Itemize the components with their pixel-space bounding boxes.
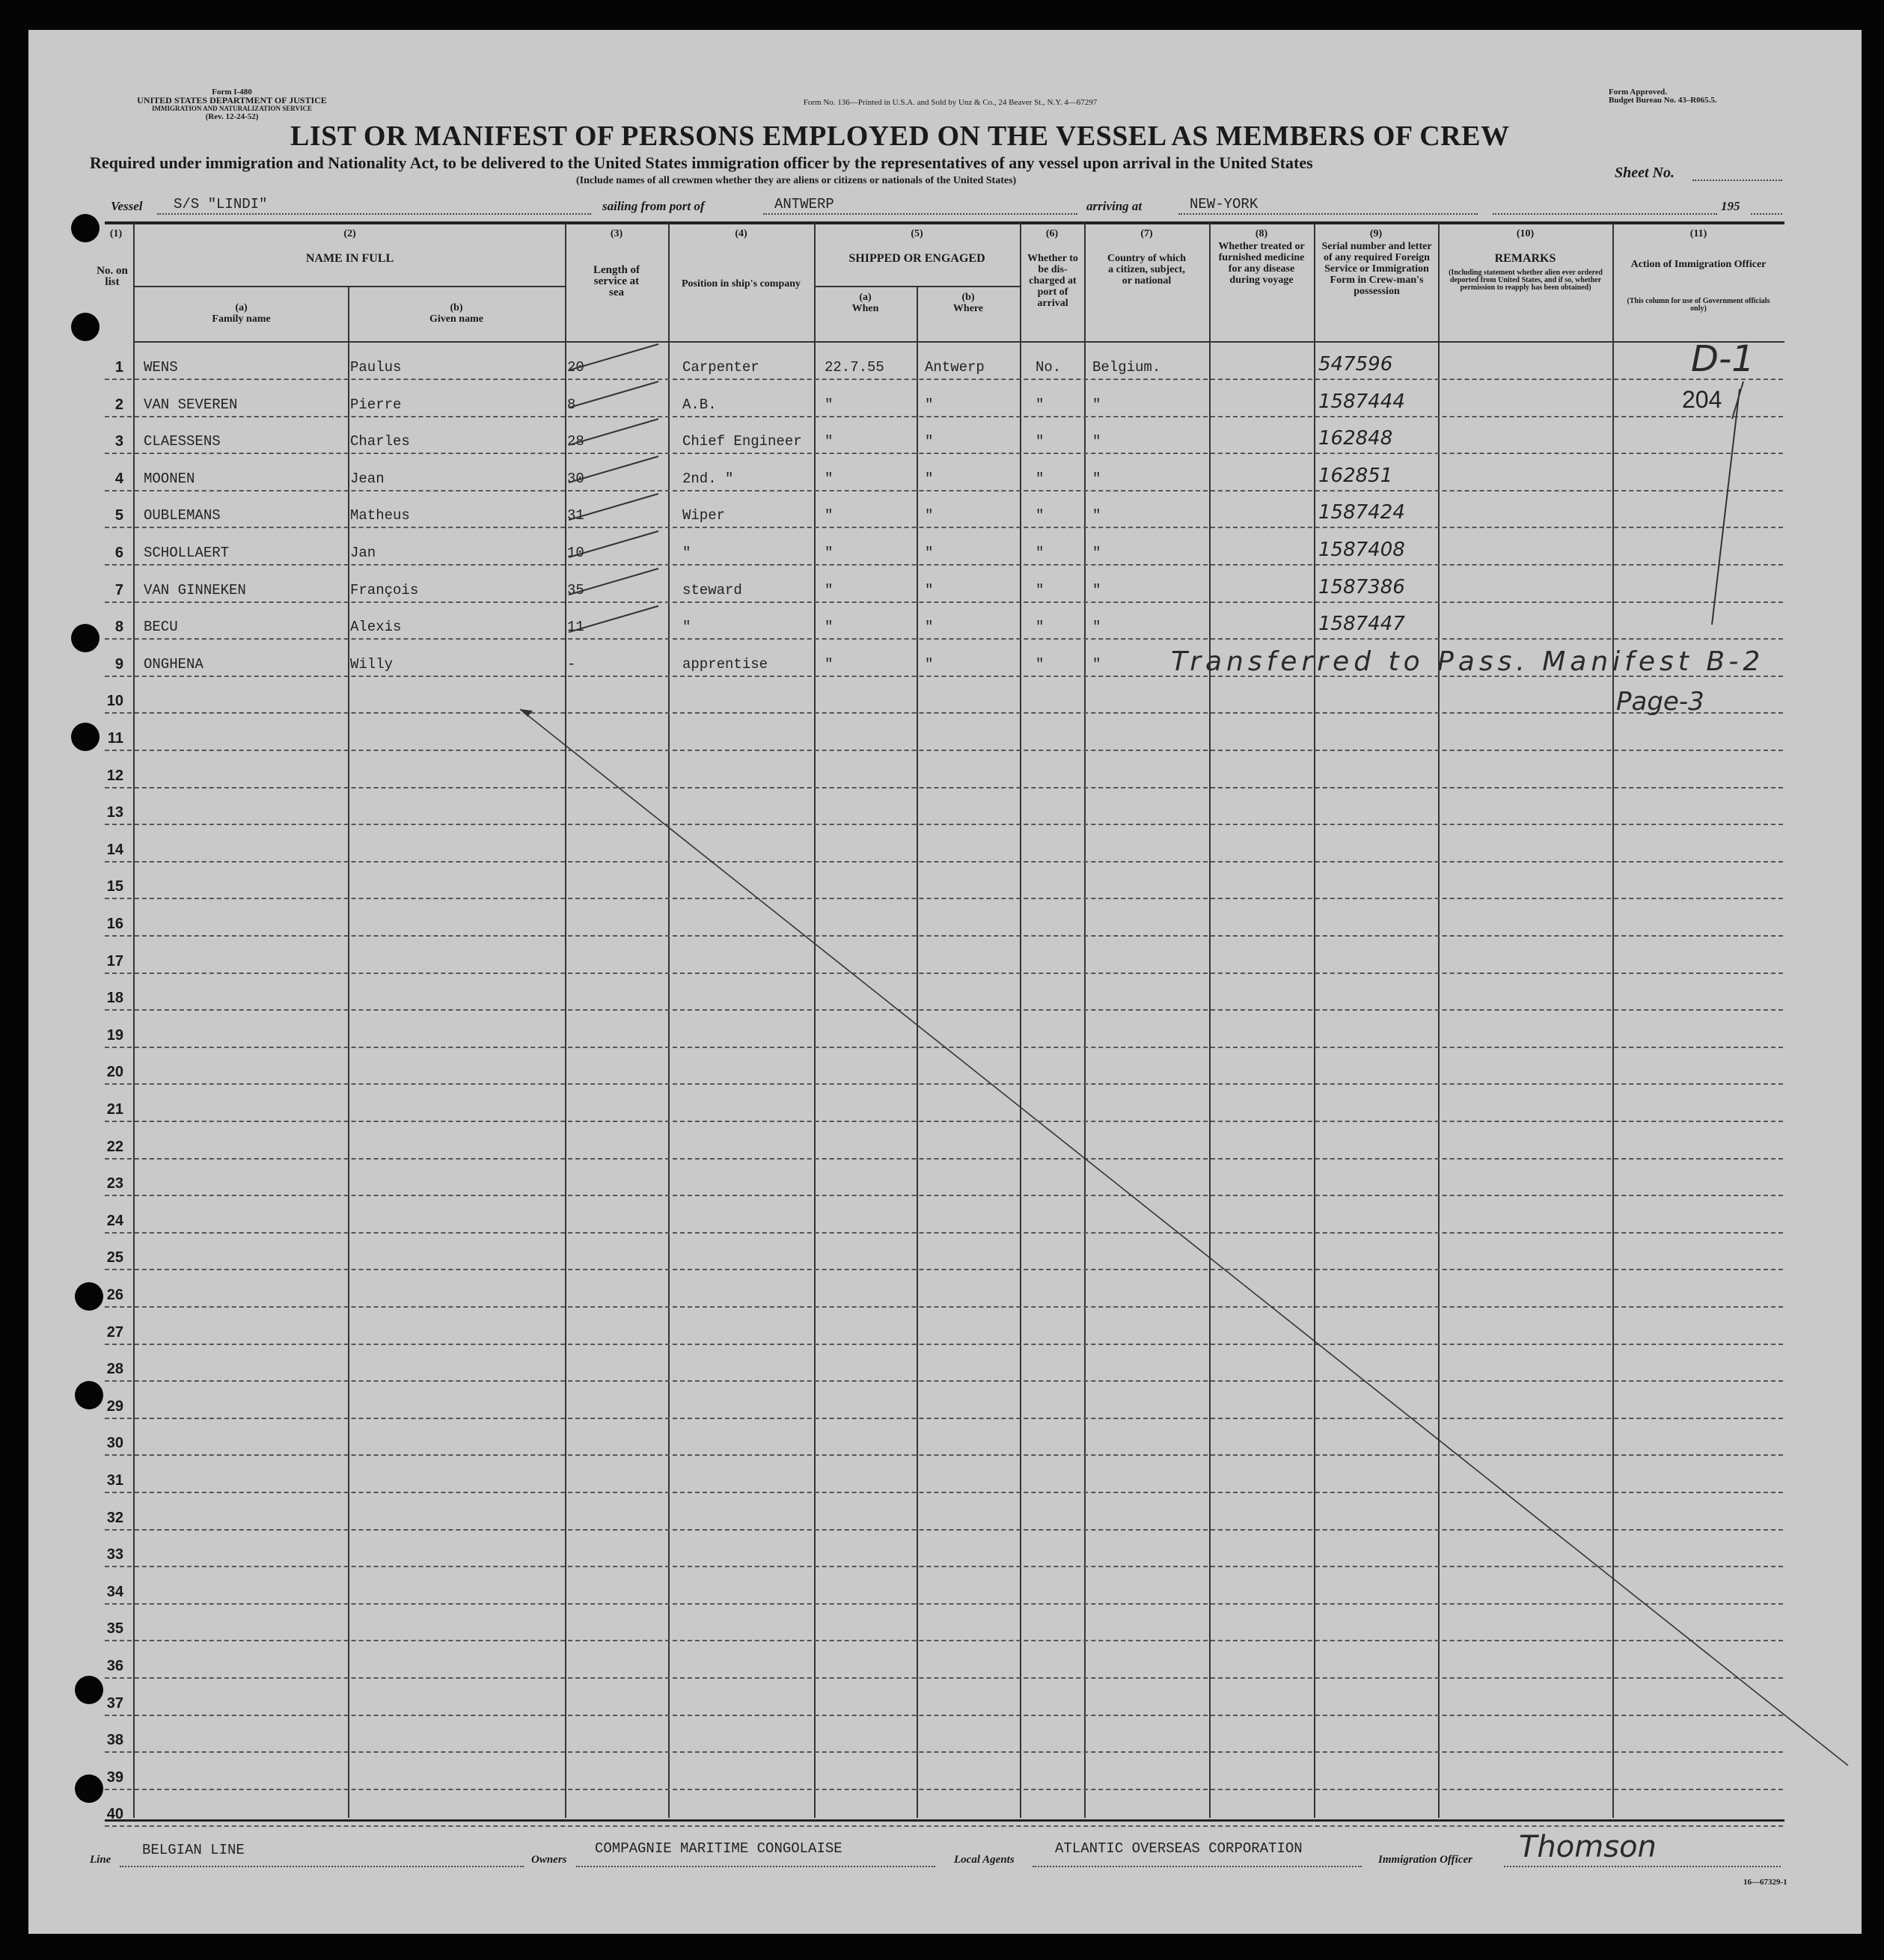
arriving-label: arriving at [1086,199,1143,213]
cell-discharged: " [1036,507,1045,524]
cell-discharged: " [1036,619,1045,636]
cell-when: " [825,619,834,636]
row-number: 21 [106,1101,123,1118]
sheet-label: Sheet No. [1615,165,1675,181]
cell-where: Antwerp [925,359,985,376]
cell-where: " [925,619,934,636]
cell-when: " [825,433,834,450]
length-strike-mark [569,456,658,483]
budget-bureau: Budget Bureau No. 43–R065.5. [1609,96,1717,105]
officer-signature: Thomson [1519,1830,1657,1864]
cell-discharged: " [1036,433,1045,450]
action-code: D-1 [1691,338,1755,380]
form-approved: Form Approved. [1609,88,1668,97]
footer-owners-value: COMPAGNIE MARITIME CONGOLAISE [595,1840,842,1857]
cell-family: ONGHENA [144,655,204,673]
cell-position: 2nd. " [682,470,734,487]
when-label: When [851,303,879,314]
row-number: 11 [107,730,123,747]
cell-length: 31 [567,507,584,524]
cell-given: Paulus [350,359,402,376]
row-number: 37 [106,1694,123,1712]
row-number: 16 [106,916,123,932]
cell-when: " [825,655,834,673]
bracket-line [1732,382,1743,419]
cell-family: CLAESSENS [144,433,221,450]
cell-length: 28 [567,433,584,450]
cell-when: " [825,470,834,487]
header-serial: Serial number and letter of any required Foreign Service or Immigration Form in Crew-man's possession [1321,241,1432,297]
cell-discharged: No. [1036,359,1062,376]
length-strike-mark [569,494,658,520]
row-number: 34 [106,1583,123,1600]
length-strike-mark [569,344,658,370]
row-number: 7 [114,581,123,598]
row-number: 38 [106,1732,123,1749]
header-action: Action of Immigration Officer [1630,259,1767,270]
row-number: 12 [106,767,123,784]
cell-serial: 1587444 [1318,390,1405,413]
cell-where: " [925,655,934,673]
col-num-11: (11) [1689,228,1707,239]
row-number: 30 [106,1435,123,1452]
row-number: 32 [106,1509,123,1526]
header-shipped: SHIPPED OR ENGAGED [848,252,985,265]
col-num-9: (9) [1369,228,1383,239]
revision-date: (Rev. 12-24-52) [205,112,259,121]
row-number: 4 [114,470,123,487]
cell-family: BECU [144,619,178,636]
cell-length: 20 [567,359,584,376]
length-strike-mark [569,569,658,595]
header-name-in-full: NAME IN FULL [305,252,394,265]
cell-position: Wiper [682,507,726,524]
subtitle: Required under immigration and Nationality Act, to be delivered to the United States immigration officer by the representatives of any vessel upon arrival in the United States [90,153,1313,172]
col-num-8: (8) [1255,228,1268,239]
col-num-5: (5) [911,228,923,239]
row-number: 5 [114,507,123,524]
row-number: 10 [106,693,123,710]
row-number: 22 [106,1138,123,1155]
cell-length: 8 [567,396,576,413]
row-number: 6 [114,545,123,561]
cell-family: SCHOLLAERT [144,545,230,561]
cell-country: " [1092,433,1101,450]
include-note: (Include names of all crewmen whether they are aliens or citizens or nationals of the United States) [576,175,1017,186]
cell-where: " [925,470,934,487]
family-name-label: Family name [212,313,271,325]
cell-country: " [1092,545,1101,561]
vessel-label: Vessel [111,199,143,213]
arrow-head [520,709,533,717]
page-note: Page-3 [1616,687,1704,717]
cell-position: Chief Engineer [682,433,802,450]
cell-position: Carpenter [682,359,759,376]
cell-serial: 1587424 [1318,501,1405,524]
row-number: 24 [106,1212,123,1229]
cell-family: VAN SEVEREN [144,396,238,413]
col-num-6: (6) [1045,228,1059,239]
header-no-on-list: No. on list [97,265,128,288]
footer-agents-value: ATLANTIC OVERSEAS CORPORATION [1055,1840,1303,1857]
cell-country: " [1092,470,1101,487]
cell-country: Belgium. [1092,359,1161,376]
cell-where: " [925,396,934,413]
sailing-port: ANTWERP [774,196,834,212]
given-name-tag: (b) [450,302,463,313]
row-number: 33 [106,1546,123,1564]
row-number: 14 [106,841,123,858]
sailing-label: sailing from port of [602,199,705,213]
row-number: 19 [106,1026,123,1044]
header-discharged: Whether to be dis-charged at port of arrival [1027,253,1078,309]
cell-given: François [350,581,419,598]
cell-family: VAN GINNEKEN [144,581,246,598]
cell-when: " [825,545,834,561]
when-tag: (a) [859,292,872,303]
row-number: 3 [114,433,123,450]
cell-length: 30 [567,470,584,487]
header-country: Country of which a citizen, subject, or national [1107,253,1186,287]
cell-given: Willy [350,655,394,673]
col-num-3: (3) [610,228,623,239]
header-length: Length of service at sea [593,264,640,298]
cell-family: WENS [144,359,178,376]
row-number: 25 [106,1249,123,1267]
cell-serial: 162848 [1318,427,1393,450]
header-remarks: REMARKS [1494,252,1556,265]
cell-position: " [682,545,691,561]
where-label: Where [952,303,984,314]
arriving-port: NEW-YORK [1190,196,1258,212]
footer-line-label: Line [90,1854,111,1866]
cell-when: " [825,581,834,598]
header-treated: Whether treated or furnished medicine for any disease during voyage [1218,241,1305,286]
transferred-note: Transferred to Pass. Manifest B-2 [1171,646,1765,677]
cell-where: " [925,433,934,450]
footer-line-value: BELGIAN LINE [142,1842,245,1858]
cell-country: " [1092,581,1101,598]
length-strike-mark [569,382,658,408]
cell-where: " [925,507,934,524]
row-number: 28 [106,1361,123,1378]
diagonal-cancel-line [520,709,1848,1765]
cell-length: - [567,655,576,673]
row-number: 26 [106,1287,123,1303]
cell-length: 35 [567,581,584,598]
footer-form-code: 16—67329-1 [1743,1878,1787,1887]
row-number: 18 [106,990,123,1007]
row-number: 2 [114,396,123,413]
row-number: 13 [106,804,123,821]
service-name: IMMIGRATION AND NATURALIZATION SERVICE [152,105,312,112]
cell-given: Matheus [350,507,410,524]
cell-where: " [925,581,934,598]
col-num-7: (7) [1140,228,1153,239]
cell-serial: 1587447 [1318,613,1405,636]
cell-country: " [1092,507,1101,524]
vessel-name: S/S "LINDI" [174,196,268,212]
cell-country: " [1092,655,1101,673]
col-num-1: (1) [109,228,123,239]
bracket-line [1712,389,1740,625]
cell-position: steward [682,581,742,598]
cell-serial: 547596 [1318,353,1393,376]
cell-position: " [682,619,691,636]
length-strike-mark [569,419,658,445]
cell-family: OUBLEMANS [144,507,221,524]
cell-family: MOONEN [144,470,195,487]
where-tag: (b) [961,292,975,303]
row-number: 17 [106,952,123,970]
row-number: 23 [106,1175,123,1192]
cell-given: Pierre [350,396,402,413]
given-name-label: Given name [429,313,483,325]
cell-when: 22.7.55 [825,359,884,376]
cell-when: " [825,507,834,524]
row-number: 31 [106,1472,123,1489]
cell-country: " [1092,396,1101,413]
family-name-tag: (a) [235,302,248,313]
form-number: Form I-480 [212,88,252,97]
cell-given: Charles [350,433,410,450]
footer-agents-label: Local Agents [954,1854,1015,1866]
cell-discharged: " [1036,545,1045,561]
cell-where: " [925,545,934,561]
row-number: 39 [106,1768,123,1786]
cell-discharged: " [1036,581,1045,598]
year-label: 195 [1721,199,1740,213]
footer-owners-label: Owners [531,1854,567,1866]
row-number: 1 [114,359,123,376]
cell-serial: 162851 [1318,464,1393,487]
cell-discharged: " [1036,470,1045,487]
col-num-10: (10) [1516,228,1535,239]
row-number: 9 [114,655,123,673]
cell-when: " [825,396,834,413]
row-number: 40 [106,1806,123,1823]
cell-serial: 1587408 [1318,539,1405,561]
header-action-note: (This column for use of Government officials only) [1627,297,1770,313]
length-strike-mark [569,531,658,557]
col-num-2: (2) [343,228,356,239]
col-num-4: (4) [735,228,747,239]
cell-length: 10 [567,545,584,561]
action-number: 204 [1682,386,1722,413]
row-number: 15 [106,878,123,895]
header-remarks-note: (Including statement whether alien ever ordered deported from United States, and if so, whether permission to reapply has been obtained) [1449,269,1603,292]
header-position: Position in ship's company [681,278,801,290]
cell-position: apprentise [682,655,768,673]
printer-line: Form No. 136—Printed in U.S.A. and Sold by Unz & Co., 24 Beaver St., N.Y. 4—67297 [803,98,1098,107]
row-number: 8 [114,619,123,636]
cell-position: A.B. [682,396,717,413]
row-number: 20 [106,1064,123,1081]
cell-serial: 1587386 [1318,575,1405,598]
row-number: 36 [106,1658,123,1674]
cell-given: Jan [350,545,376,561]
cell-given: Alexis [350,619,402,636]
cell-length: 11 [567,619,584,636]
row-number: 29 [106,1397,123,1415]
cell-discharged: " [1036,655,1045,673]
department-name: UNITED STATES DEPARTMENT OF JUSTICE [137,95,327,105]
row-number: 35 [106,1620,123,1638]
footer-officer-label: Immigration Officer [1378,1854,1472,1866]
row-number: 27 [106,1323,123,1341]
cell-given: Jean [350,470,385,487]
length-strike-mark [569,606,658,632]
cell-country: " [1092,619,1101,636]
page-title: LIST OR MANIFEST OF PERSONS EMPLOYED ON THE VESSEL AS MEMBERS OF CREW [290,120,1510,152]
cell-discharged: " [1036,396,1045,413]
